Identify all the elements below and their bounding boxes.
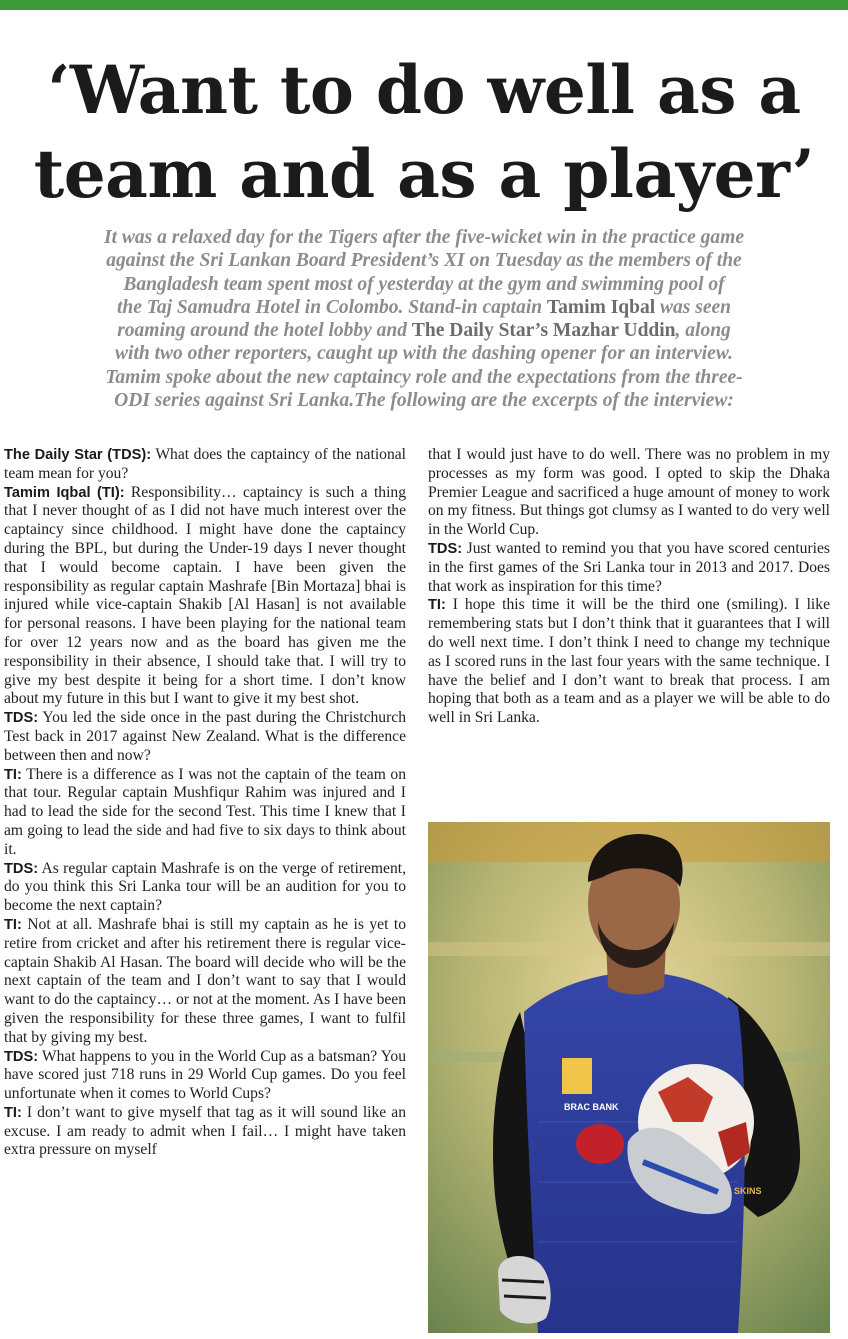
intro-line (0, 296, 848, 319)
intro-text: the Taj Samudra Hotel in Colombo. Stand-in captain (116, 296, 547, 318)
intro-name-tamim: Tamim Iqbal (546, 296, 656, 318)
intro-line: against the Sri Lankan Board President’s XI on Tuesday as the members of the (106, 250, 742, 272)
speaker-label: TI: (4, 1104, 22, 1121)
answer-text: I don’t want to give myself that tag as it will sound like an excuse. I am ready to admit when I fail… I might have taken extra pressure on myself (4, 1103, 406, 1159)
answer-1 (4, 484, 406, 710)
sponsor-logo (576, 1124, 624, 1164)
speaker-label: TDS: (4, 860, 39, 877)
question-text: As regular captain Mashrafe is on the verge of retirement, do you think this Sri Lanka tour will be an audition for you to become the next captain? (4, 859, 406, 915)
answer-text: that I would just have to do well. There was no problem in my processes as my form was good. I opted to skip the Dhaka Premier League and sacrificed a huge amount of money to work on my fitness. But things got clumsy as I wanted to do very well in the World Cup. (428, 446, 830, 539)
headline-line-2: team and as a player’ (33, 135, 815, 213)
question-1 (4, 446, 406, 484)
speaker-label: Tamim Iqbal (TI): (4, 484, 125, 501)
answer-text: There is a difference as I was not the captain of the team on that tour. Regular captain Mushfiqur Rahim was injured and I had to lead the side for the second Test. This time I knew that I am going to lead the side and had five to six days to think about it. (4, 765, 406, 858)
answer-5 (428, 596, 830, 728)
headline (0, 48, 848, 216)
question-4 (4, 1048, 406, 1104)
question-text: You led the side once in the past during the Christchurch Test back in 2017 against New Zealand. What is the difference between then and now? (4, 709, 406, 764)
glove-brand-label: SKINS (734, 1186, 762, 1196)
speaker-label: TDS: (4, 710, 39, 727)
speaker-label: TI: (4, 916, 22, 933)
speaker-label: The Daily Star (TDS): (4, 447, 152, 463)
player-photo (428, 822, 830, 1333)
answer-4-continued (428, 446, 830, 540)
answer-text: Responsibility… captaincy is such a thing that I never thought of as I did not have much interest over the captaincy since childhood. I might have done the captaincy during the BPL, but during the Under-19 days I never thought that I would become captain. I have been given the responsibility as regular captain Mashrafe [Bin Mortaza] bhai is injured while vice-captain Shakib [Al Hasan] is not available for personal reasons. I have been playing for the national team for over 12 years now and as the board has given me the responsibility in their absence, I should take that. I will try to give my best despite it being for a short time. I don’t know about my future in this but I want to give it my best shot. (4, 483, 407, 708)
speaker-label: TI: (428, 597, 446, 614)
question-text: What does the captaincy of the national team mean for you? (4, 446, 406, 482)
answer-text: Not at all. Mashrafe bhai is still my captain as he is yet to retire from cricket and after his retirement there is regular vice-captain Shakib Al Hasan. The board will decide who will be the next captain of the team and I don’t want to say that I would want to do the captaincy… or not at the moment. As I have been given the responsibility for these three games, I want to fulfil that by giving my best. (4, 915, 406, 1046)
question-2 (4, 709, 406, 765)
answer-2 (4, 766, 406, 860)
sponsor-label: BRAC BANK (564, 1102, 619, 1112)
interview-column-left (4, 446, 406, 1160)
intro-paragraph (0, 226, 848, 412)
question-text: What happens to you in the World Cup as a batsman? You have scored just 718 runs in 29 World Cup games. Do you feel unfortunate when it comes to World Cups? (4, 1047, 406, 1103)
speaker-label: TDS: (428, 540, 463, 557)
intro-name-reporter: The Daily Star’s Mazhar Uddin (411, 320, 676, 342)
headline-line-1: ‘Want to do well as a (47, 51, 801, 129)
interview-column-right (428, 446, 830, 728)
intro-line: ODI series against Sri Lanka.The following are the excerpts of the interview: (114, 390, 734, 412)
question-text: Just wanted to remind you that you have scored centuries in the first games of the Sri Lanka tour in 2013 and 2017. Does that work as inspiration for this time? (428, 539, 830, 595)
question-5 (428, 540, 830, 596)
intro-line: Tamim spoke about the new captaincy role and the expectations from the three- (105, 366, 743, 388)
intro-text: was seen (655, 296, 732, 318)
intro-line: Bangladesh team spent most of yesterday at the gym and swimming pool of (123, 273, 725, 295)
intro-text: , along (675, 320, 731, 342)
sponsor-badge (562, 1058, 592, 1094)
intro-line: with two other reporters, caught up with the dashing opener for an interview. (115, 343, 733, 365)
answer-text: I hope this time it will be the third one (smiling). I like remembering stats but I don’t think that it guarantees that I will do well next time. I don’t think I need to change my technique as I scored runs in the last four years with the same technique. I have the belief and I don’t want to break that process. I am hoping that both as a team and as a player we will be able to do well in Sri Lanka. (428, 596, 830, 727)
speaker-label: TI: (4, 766, 22, 783)
intro-line (0, 319, 848, 342)
speaker-label: TDS: (4, 1048, 39, 1065)
player-illustration (428, 822, 830, 1333)
question-3 (4, 860, 406, 916)
intro-text: roaming around the hotel lobby and (117, 320, 412, 342)
top-accent-bar (0, 0, 848, 10)
intro-line: It was a relaxed day for the Tigers after the five-wicket win in the practice game (104, 227, 744, 248)
answer-4 (4, 1104, 406, 1160)
answer-3 (4, 916, 406, 1048)
